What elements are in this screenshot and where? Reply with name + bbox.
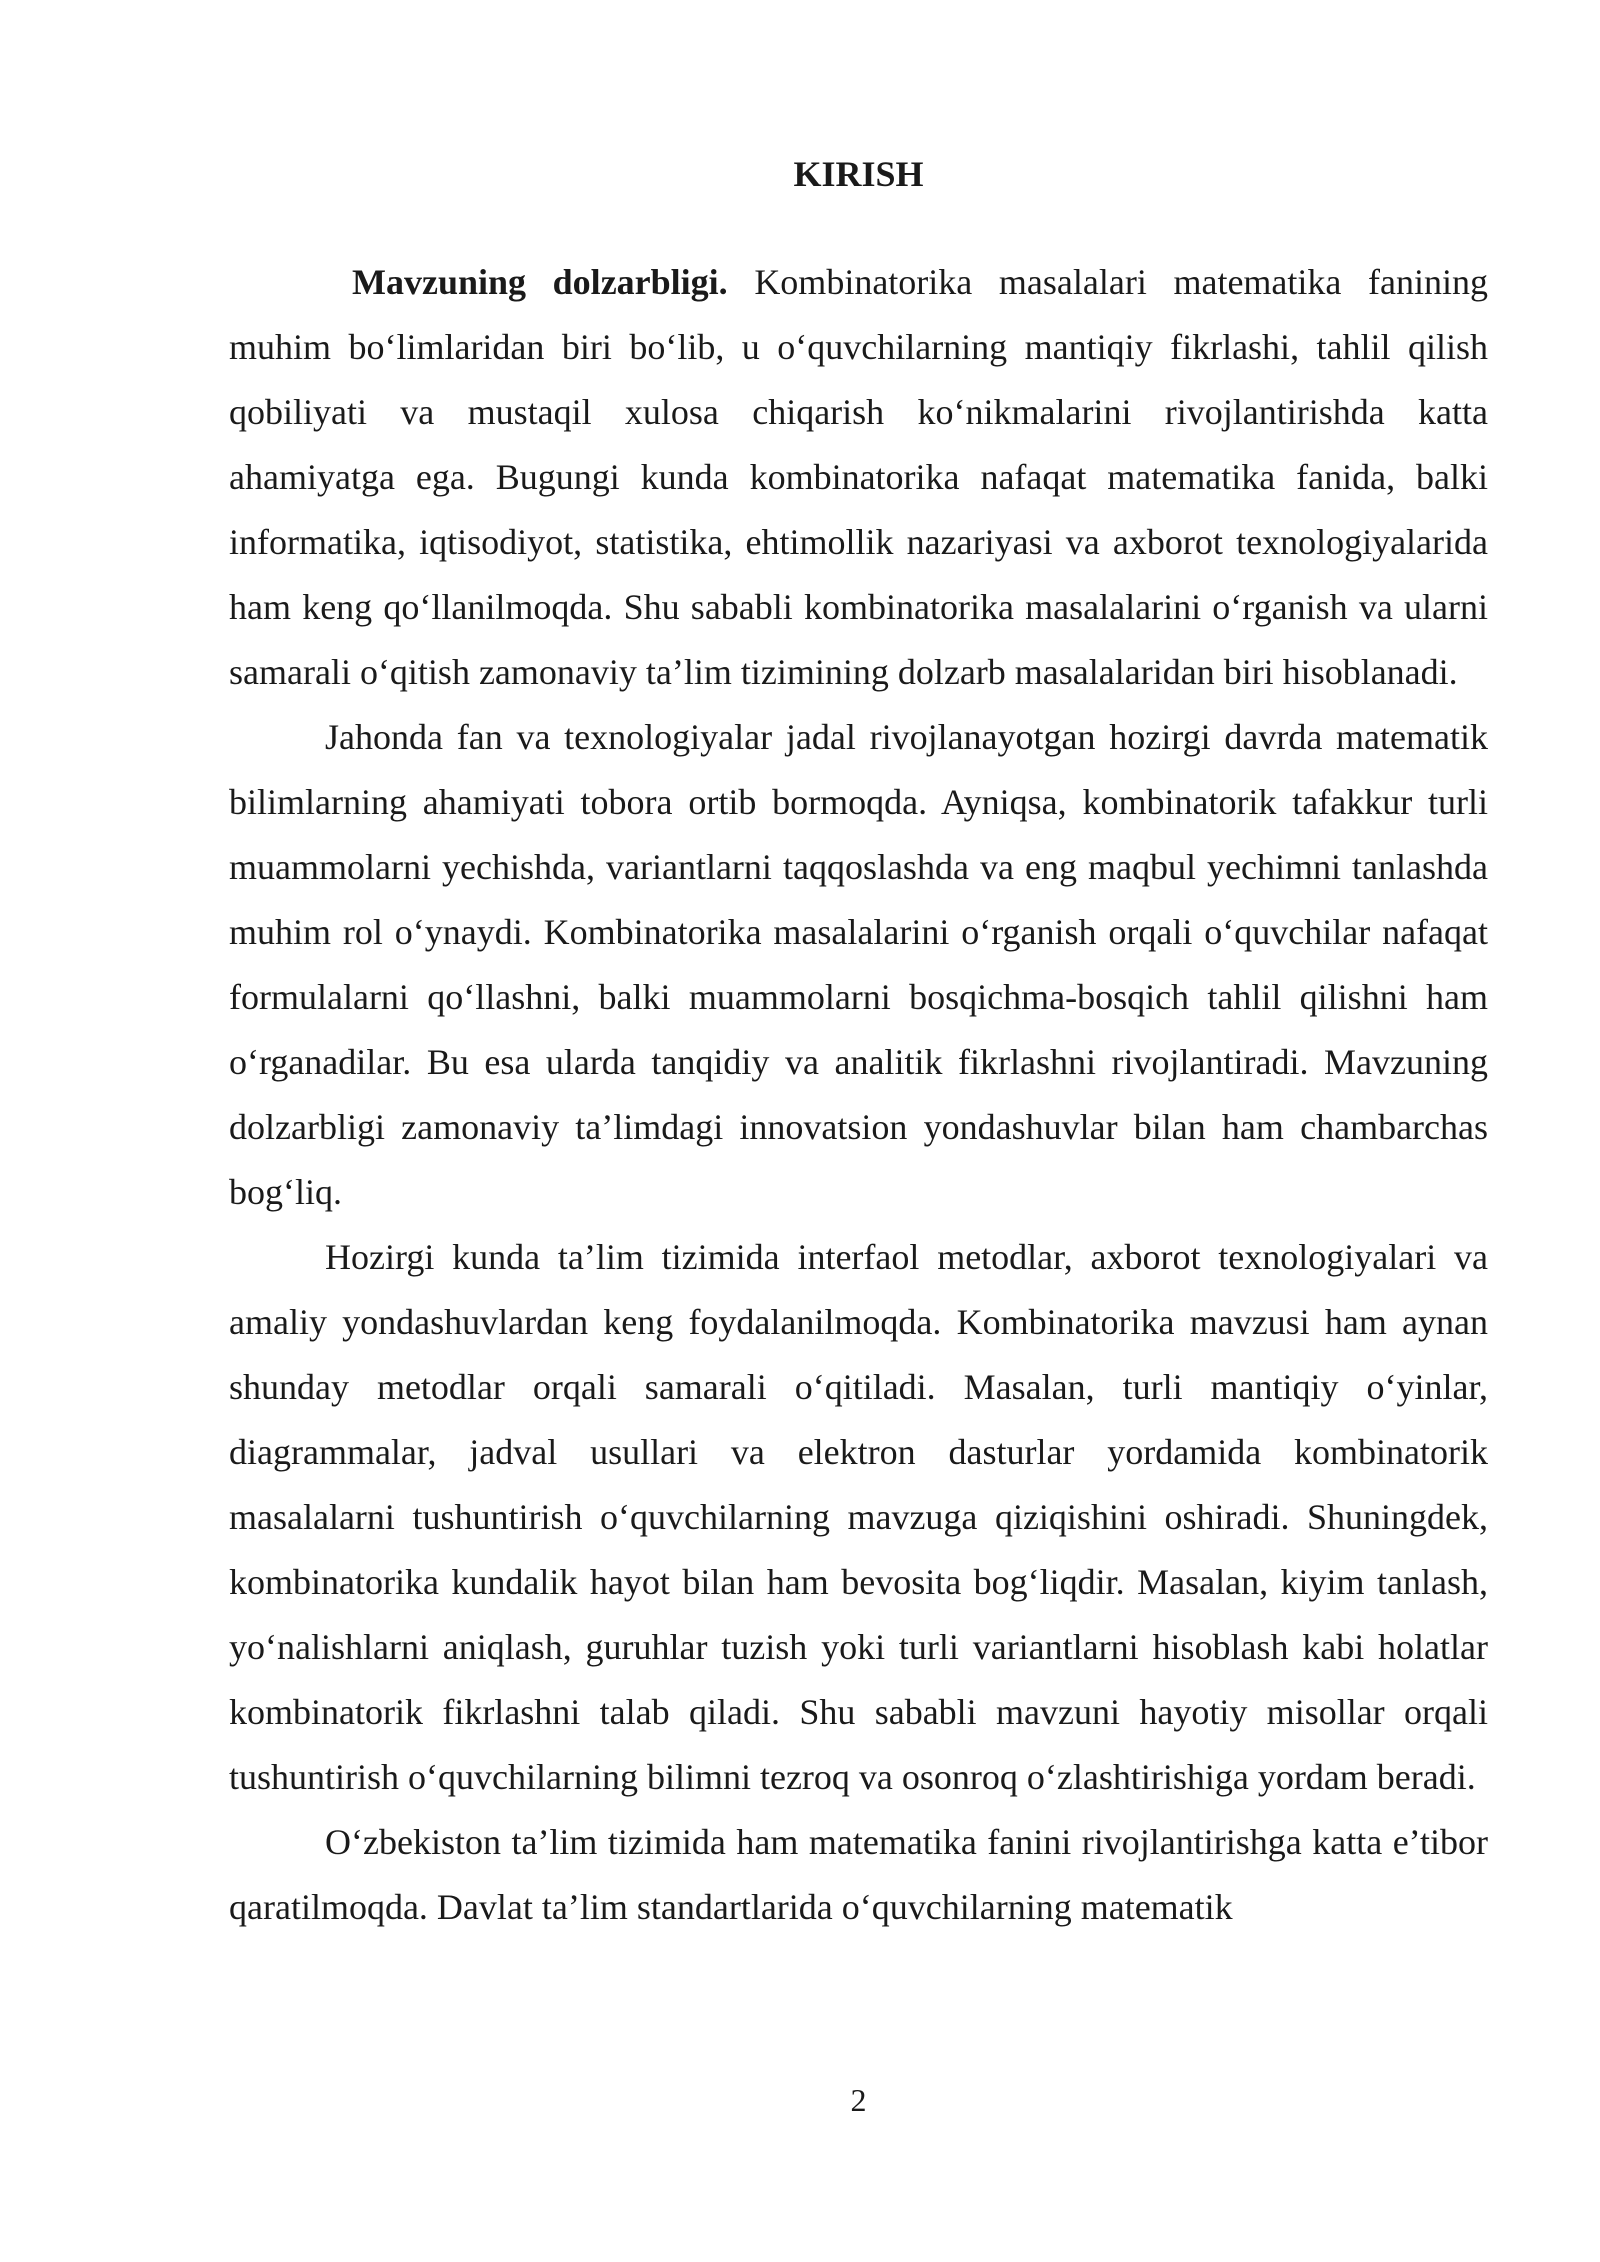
paragraph-text: O‘zbekiston ta’lim tizimida ham matematika fanini rivojlantirishga katta e’tibor qaratilmoqda. Davlat ta’lim standartlarida o‘quvchilarning matematik [229,1822,1488,1927]
paragraph-text: Jahonda fan va texnologiyalar jadal rivojlanayotgan hozirgi davrda matematik bilimlarning ahamiyati tobora ortib bormoqda. Ayniqsa, kombinatorik tafakkur turli muammolarni yechishda, variantlarni taqqoslashda va eng maqbul yechimni tanlashda muhim rol o‘ynaydi. Kombinatorika masalalarini o‘rganish orqali o‘quvchilar nafaqat formulalarni qo‘llashni, balki muammolarni bosqichma-bosqich tahlil qilishni ham o‘rganadilar. Bu esa ularda tanqidiy va analitik fikrlashni rivojlantiradi. Mavzuning dolzarbligi zamonaviy ta’limdagi innovatsion yondashuvlar bilan ham chambarchas bog‘liq. [229,717,1488,1212]
paragraph-text: Hozirgi kunda ta’lim tizimida interfaol metodlar, axborot texnologiyalari va amaliy yondashuvlardan keng foydalanilmoqda. Kombinatorika mavzusi ham aynan shunday metodlar orqali samarali o‘qitiladi. Masalan, turli mantiqiy o‘yinlar, diagrammalar, jadval usullari va elektron dasturlar yordamida kombinatorik masalalarni tushuntirish o‘quvchilarning mavzuga qiziqishini oshiradi. Shuningdek, kombinatorika kundalik hayot bilan ham bevosita bog‘liqdir. Masalan, kiyim tanlash, yo‘nalishlarni aniqlash, guruhlar tuzish yoki turli variantlarni hisoblash kabi holatlar kombinatorik fikrlashni talab qiladi. Shu sababli mavzuni hayotiy misollar orqali tushuntirish o‘quvchilarning bilimni tezroq va osonroq o‘zlashtirishiga yordam beradi. [229,1237,1488,1797]
paragraph [229,705,1488,1225]
page-number: 2 [850,2082,867,2118]
body-text [229,250,1488,1940]
paragraph [229,1225,1488,1810]
paragraph [229,1810,1488,1940]
paragraph-relevance [229,250,1488,705]
paragraph-text: Kombinatorika masalalari matematika fanining muhim bo‘limlaridan biri bo‘lib, u o‘quvchilarning mantiqiy fikrlashi, tahlil qilish qobiliyati va mustaqil xulosa chiqarish ko‘nikmalarini rivojlantirishda katta ahamiyatga ega. Bugungi kunda kombinatorika nafaqat matematika fanida, balki informatika, iqtisodiyot, statistika, ehtimollik nazariyasi va axborot texnologiyalarida ham keng qo‘llanilmoqda. Shu sababli kombinatorika masalalarini o‘rganish va ularni samarali o‘qitish zamonaviy ta’lim tizimining dolzarb masalalaridan biri hisoblanadi. [229,262,1488,692]
page-title: KIRISH [793,154,924,194]
paragraph-lead: Mavzuning dolzarbligi. [352,262,728,302]
